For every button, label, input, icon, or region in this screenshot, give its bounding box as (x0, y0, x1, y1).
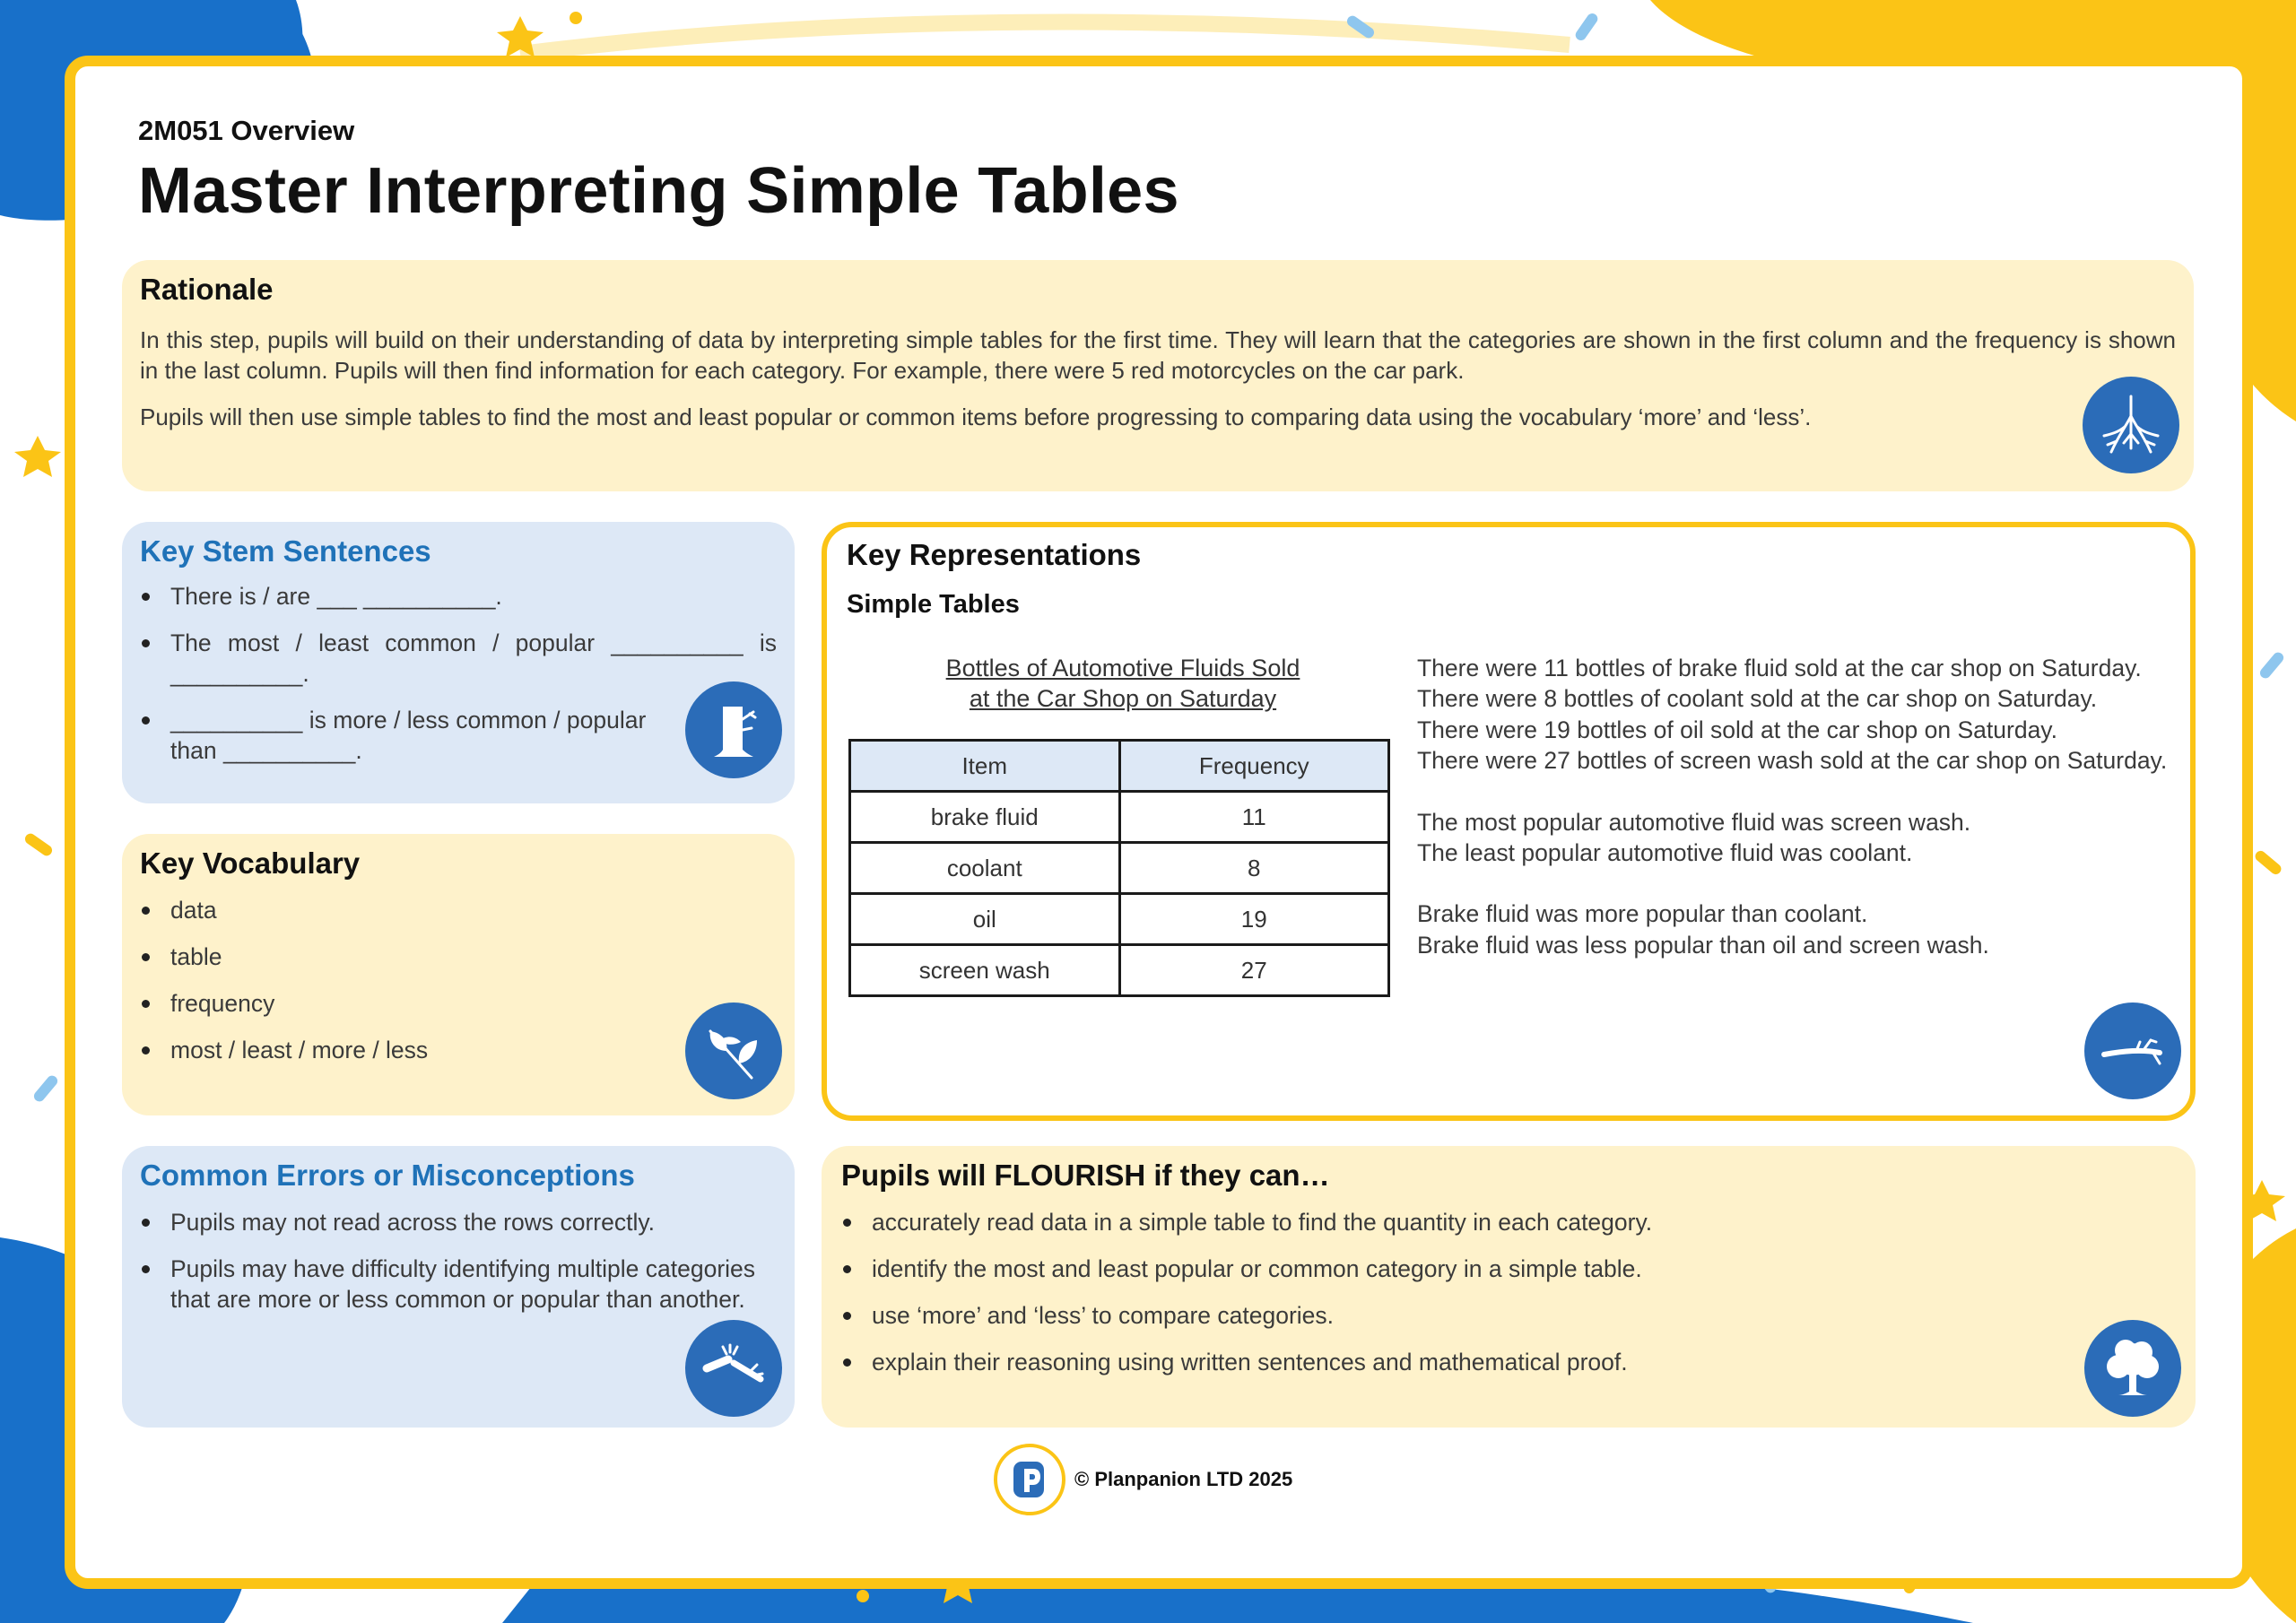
leaves-icon (685, 1002, 782, 1099)
page-title: Master Interpreting Simple Tables (138, 155, 1179, 227)
errors-heading: Common Errors or Misconceptions (140, 1159, 635, 1192)
stem-item: __________ is more / less common / popular than __________. (140, 705, 682, 766)
table-cell: 19 (1119, 894, 1389, 945)
flourish-item: use ‘more’ and ‘less’ to compare categories. (841, 1300, 2176, 1331)
flourish-item: explain their reasoning using written sentences and mathematical proof. (841, 1347, 2176, 1377)
vocabulary-item: frequency (140, 988, 777, 1019)
stem-heading: Key Stem Sentences (140, 534, 431, 568)
representation-sentence: There were 11 bottles of brake fluid sold at the car shop on Saturday. (1417, 655, 2142, 681)
tree-icon (2084, 1320, 2181, 1417)
representations-heading: Key Representations (847, 538, 1142, 571)
copyright-text: © Planpanion LTD 2025 (1074, 1468, 1293, 1490)
overview-card (65, 56, 2253, 1589)
representation-sentence: There were 19 bottles of oil sold at the car shop on Saturday. (1417, 716, 2057, 743)
representation-sentence: Brake fluid was more popular than coolant. (1417, 900, 1868, 928)
representation-text (1417, 653, 2176, 960)
vocabulary-list (140, 895, 777, 1065)
overview-code: 2M051 Overview (138, 115, 355, 146)
table-row (850, 945, 1389, 996)
representation-sentence: The least popular automotive fluid was coolant. (1417, 839, 1913, 867)
rationale-para-2: Pupils will then use simple tables to find the most and least popular or common items before progressing to comparing data using the vocabulary ‘more’ and ‘less’. (140, 404, 1812, 430)
rationale-para-1: In this step, pupils will build on their understanding of data by interpreting simple tables for the first time. They will learn that the categories are shown in the first column and the frequency is shown in the last column. Pupils will then find information for each category. For example, there were 5 red motorcycles on the car park. (140, 326, 2176, 384)
vocabulary-item: table (140, 942, 777, 972)
branch-icon (2084, 1002, 2181, 1099)
flourish-item: identify the most and least popular or common category in a simple table. (841, 1254, 2176, 1284)
broken-branch-icon (685, 1320, 782, 1417)
representation-sentence: There were 8 bottles of coolant sold at the car shop on Saturday. (1417, 685, 2098, 713)
table-header-cell: Frequency (1119, 741, 1389, 792)
errors-list (140, 1207, 759, 1315)
table-cell: screen wash (850, 945, 1120, 996)
table-cell: 11 (1119, 792, 1389, 843)
table-caption (908, 653, 1338, 714)
table-caption-line-1: Bottles of Automotive Fluids Sold (945, 655, 1300, 681)
table-header-cell: Item (850, 741, 1120, 792)
table-cell: oil (850, 894, 1120, 945)
flourish-list (841, 1207, 2176, 1377)
table-caption-line-2: at the Car Shop on Saturday (969, 685, 1277, 712)
errors-panel (122, 1146, 795, 1428)
tree-trunk-icon (685, 681, 782, 778)
table-row (850, 894, 1389, 945)
representations-panel (822, 522, 2196, 1121)
representation-sentence: There were 27 bottles of screen wash sold at the car shop on Saturday. (1417, 747, 2168, 775)
stem-item: There is / are ___ __________. (140, 581, 777, 612)
representation-sentence: Brake fluid was less popular than oil and screen wash. (1417, 931, 1989, 959)
table-cell: brake fluid (850, 792, 1120, 843)
representation-sentence: The most popular automotive fluid was screen wash. (1417, 808, 1971, 836)
vocabulary-panel (122, 834, 795, 1115)
roots-icon (2083, 377, 2179, 473)
table-cell: 27 (1119, 945, 1389, 996)
flourish-panel (822, 1146, 2196, 1428)
table-header-row (850, 741, 1389, 792)
stem-list (140, 581, 777, 766)
representations-subheading: Simple Tables (847, 590, 1020, 619)
rationale-heading: Rationale (140, 273, 274, 306)
rationale-panel (122, 260, 2194, 491)
flourish-heading: Pupils will FLOURISH if they can… (841, 1159, 1330, 1192)
stem-item: The most / least common / popular __________ is __________. (140, 628, 777, 689)
flourish-item: accurately read data in a simple table to find the quantity in each category. (841, 1207, 2176, 1237)
table-row (850, 792, 1389, 843)
table-cell: coolant (850, 843, 1120, 894)
errors-item: Pupils may not read across the rows correctly. (140, 1207, 759, 1237)
errors-item: Pupils may have difficulty identifying multiple categories that are more or less common or popular than another. (140, 1254, 759, 1315)
table-row (850, 843, 1389, 894)
vocabulary-heading: Key Vocabulary (140, 846, 361, 880)
planpanion-logo (994, 1444, 1065, 1515)
table-cell: 8 (1119, 843, 1389, 894)
frequency-table (848, 739, 1390, 997)
vocabulary-item: most / least / more / less (140, 1035, 777, 1065)
vocabulary-item: data (140, 895, 777, 925)
stem-panel (122, 522, 795, 803)
footer (994, 1444, 1292, 1515)
